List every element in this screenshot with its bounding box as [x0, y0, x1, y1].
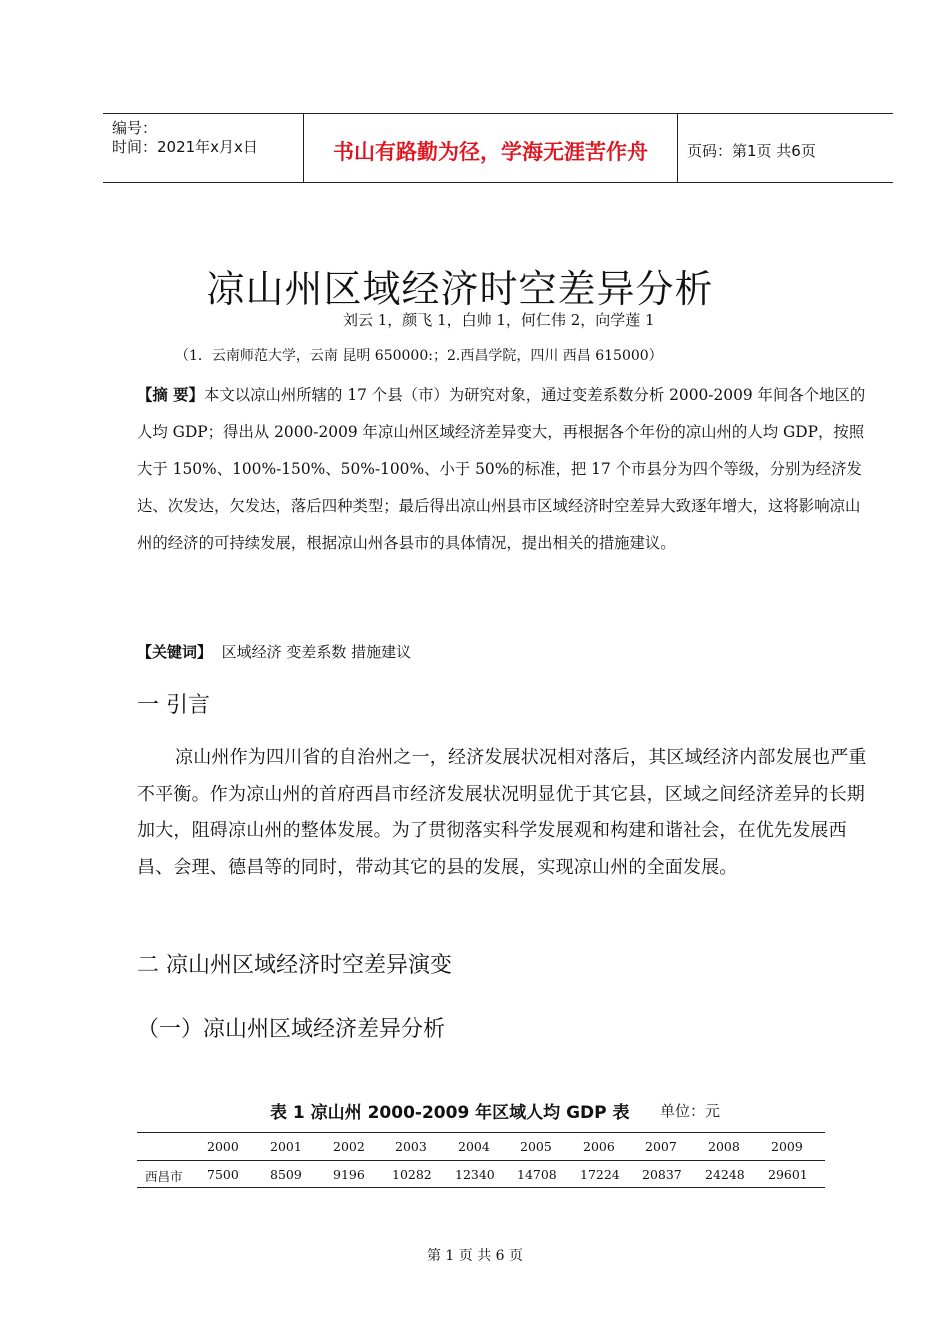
row-name: 西昌市 — [145, 1169, 183, 1184]
abstract-text: 本文以凉山州所辖的 17 个县（市）为研究对象，通过变差系数分析 2000-2009 年间各个地区的人均 GDP；得出从 2000-2009 年凉山州区域经济差异变大，再根据各个年份的凉山州的人均 GDP，按照大于 150%、100%-150%、50%-100%、小于 50%的标准，把 17 个市县分为四个等级，分别为经济发达、次发达，欠发达，落后四种类型；最后得出凉山州县市区域经济时空差异大致逐年增大，这将影响凉山州的经济的可持续发展，根据凉山州各县市的具体情况，提出相关的措施建议。 — [137, 386, 866, 552]
header-motto-cell — [304, 114, 678, 182]
authors: 刘云 1，颜飞 1，白帅 1，何仁伟 2，向学莲 1 — [343, 311, 655, 329]
document-header — [103, 113, 893, 183]
year-header: 2003 — [395, 1139, 427, 1154]
table-cell: 12340 — [455, 1167, 495, 1182]
table-unit: 单位：元 — [660, 1102, 721, 1120]
year-header: 2001 — [270, 1139, 302, 1154]
year-header: 2009 — [771, 1139, 803, 1154]
keywords — [137, 641, 411, 662]
affiliation: （1．云南师范大学，云南 昆明 650000:；2.西昌学院，四川 西昌 615000） — [175, 348, 663, 364]
page-info: 页码：第1页 共6页 — [687, 142, 816, 160]
gdp-table — [137, 1132, 825, 1188]
year-header: 2007 — [645, 1139, 677, 1154]
keywords-label: 【关键词】 — [137, 643, 213, 661]
year-header: 2000 — [207, 1139, 239, 1154]
table-cell: 29601 — [768, 1167, 808, 1182]
table-cell: 20837 — [642, 1167, 682, 1182]
table-cell: 17224 — [580, 1167, 620, 1182]
motto: 书山有路勤为径，学海无涯苦作舟 — [333, 140, 648, 164]
section1-paragraph: 凉山州作为四川省的自治州之一，经济发展状况相对落后，其区域经济内部发展也严重不平衡。作为凉山州的首府西昌市经济发展状况明显优于其它县，区域之间经济差异的长期加大，阻碍凉山州的整体发展。为了贯彻落实科学发展观和构建和谐社会，在优先发展西昌、会理、德昌等的同时，带动其它的县的发展，实现凉山州的全面发展。 — [137, 747, 867, 878]
keywords-text: 区域经济 变差系数 措施建议 — [221, 643, 412, 661]
year-header: 2008 — [708, 1139, 740, 1154]
table-cell: 14708 — [517, 1167, 557, 1182]
header-page-cell — [678, 114, 893, 182]
table-row — [137, 1161, 825, 1187]
table-caption: 表 1 凉山州 2000-2009 年区域人均 GDP 表 — [270, 1103, 630, 1123]
year-header: 2005 — [520, 1139, 552, 1154]
section1-heading: 一 引言 — [137, 693, 210, 718]
time-label: 时间：2021年x月x日 — [112, 138, 258, 156]
table-cell: 7500 — [207, 1167, 239, 1182]
table-cell: 9196 — [333, 1167, 365, 1182]
serial-label: 编号： — [112, 119, 158, 137]
section2-subheading: （一）凉山州区域经济差异分析 — [137, 1017, 446, 1042]
year-header: 2002 — [333, 1139, 365, 1154]
year-header: 2006 — [583, 1139, 615, 1154]
header-meta-cell — [103, 114, 304, 182]
section2-heading: 二 凉山州区域经济时空差异演变 — [137, 953, 452, 978]
table-header-row — [137, 1133, 825, 1161]
abstract — [137, 377, 872, 562]
table-cell: 10282 — [392, 1167, 432, 1182]
table-cell: 8509 — [270, 1167, 302, 1182]
abstract-label: 【摘 要】 — [137, 386, 204, 404]
year-header: 2004 — [458, 1139, 490, 1154]
table-cell: 24248 — [705, 1167, 745, 1182]
page-footer: 第 1 页 共 6 页 — [426, 1248, 524, 1264]
document-title: 凉山州区域经济时空差异分析 — [206, 267, 714, 311]
